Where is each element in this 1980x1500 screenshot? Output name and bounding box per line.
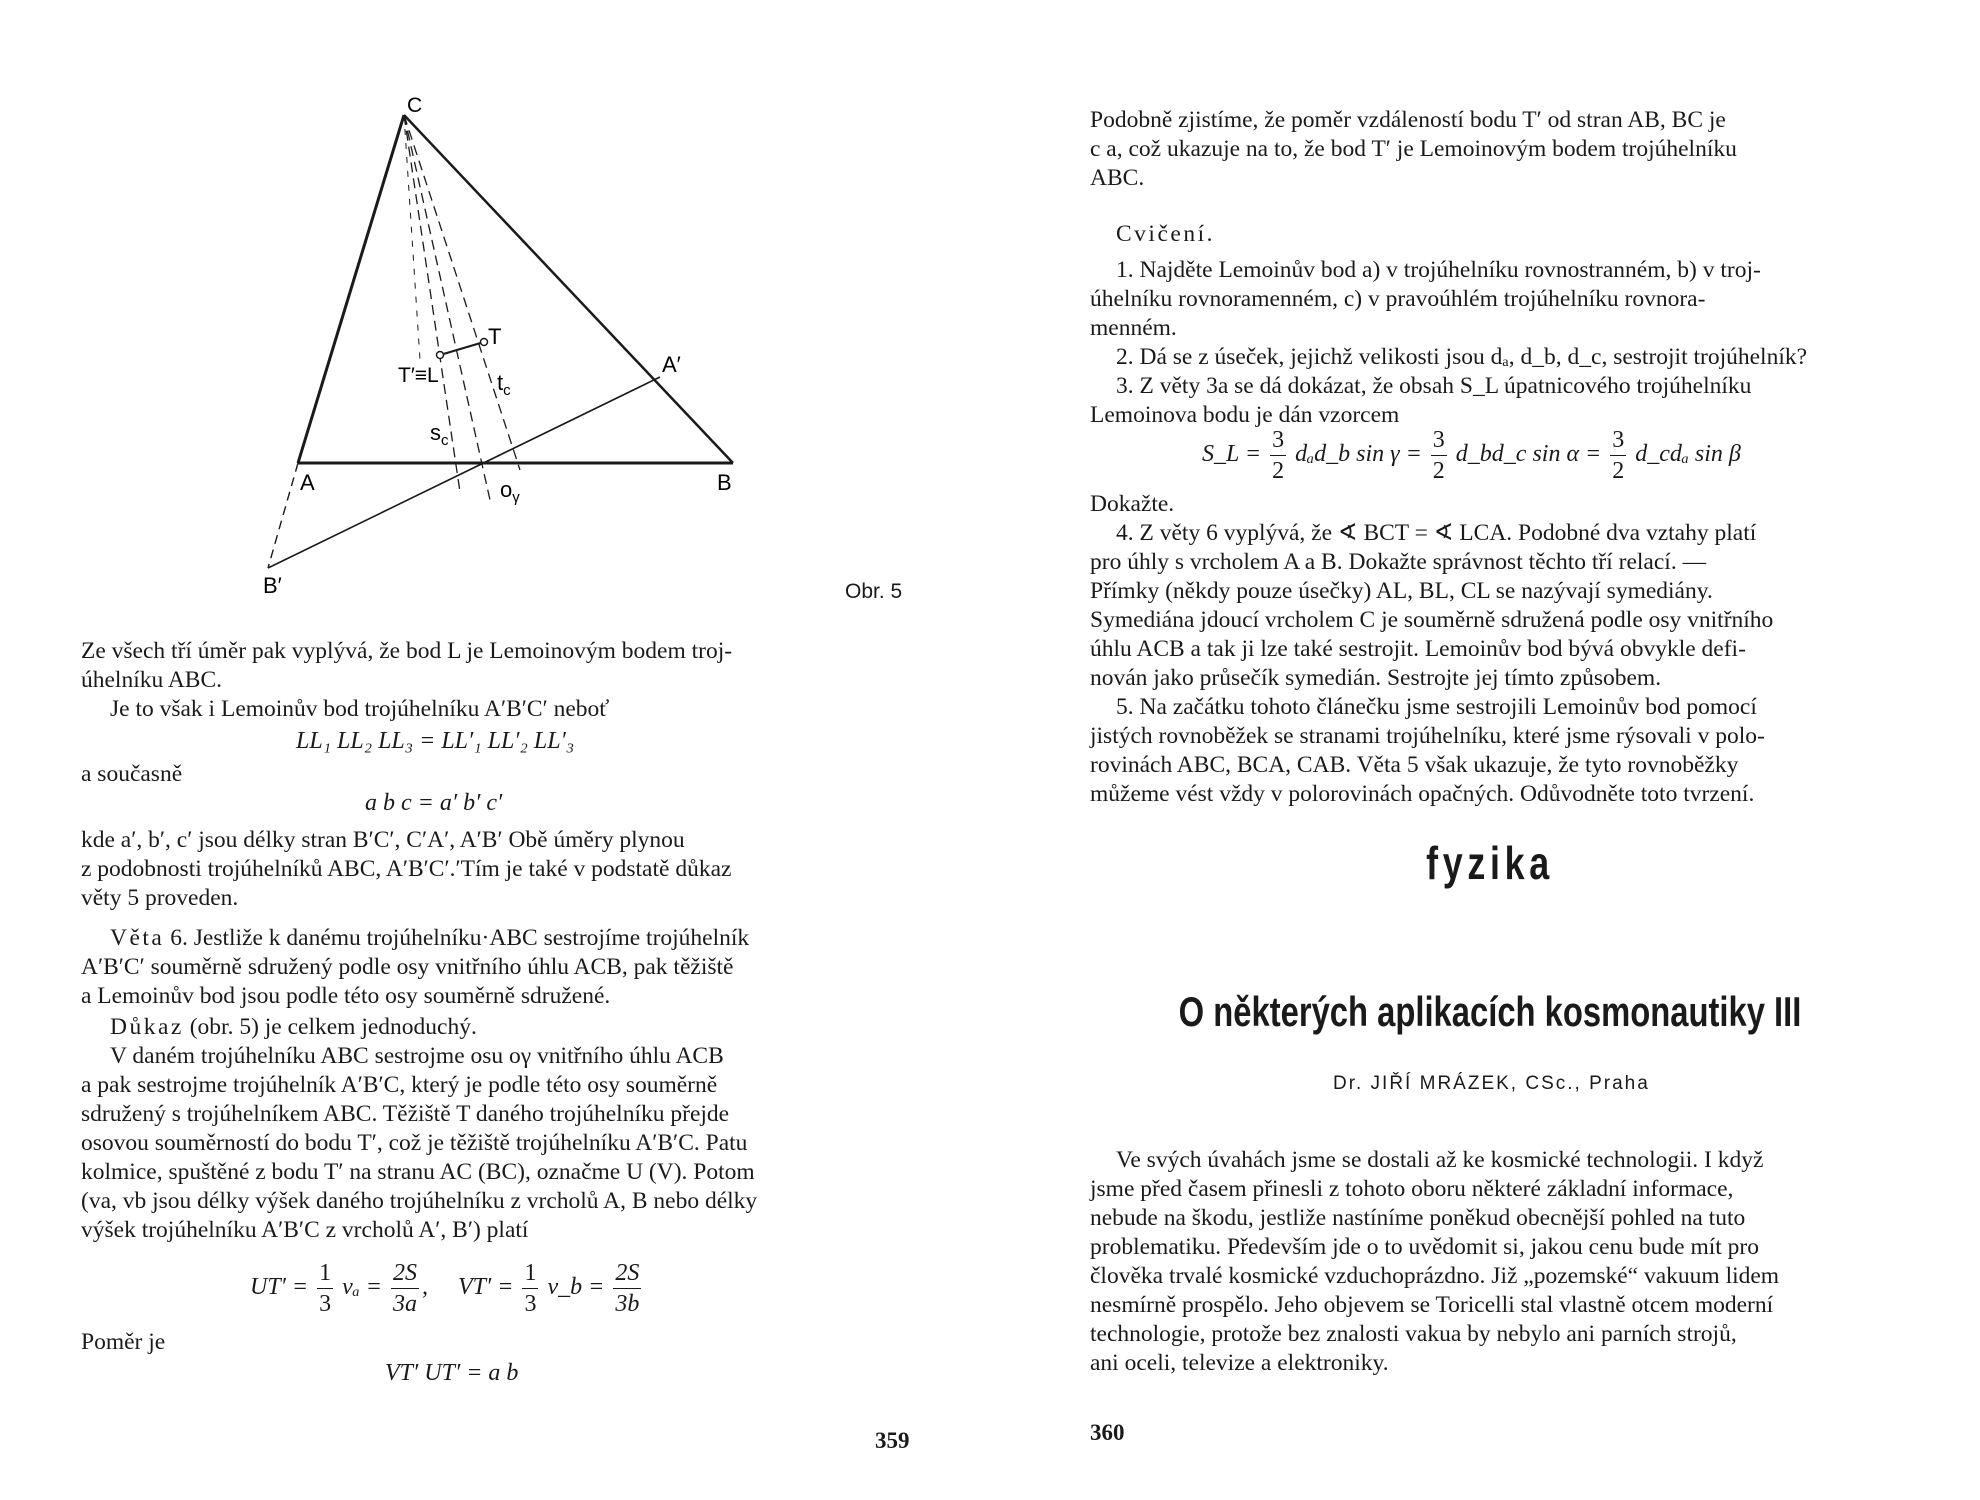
text-line: výšek trojúhelníku A′B′C z vrcholů A′, B′) platí: [81, 1217, 529, 1243]
text-line: 5. Na začátku tohoto článečku jsme sestrojili Lemoinův bod pomocí: [1116, 694, 1757, 720]
right-page: [990, 0, 1980, 1500]
text-line: Je to však i Lemoinův bod trojúhelníku A′B′C′ neboť: [110, 696, 610, 722]
section-title: fyzika: [1426, 837, 1554, 889]
theorem-label: Věta: [110, 925, 165, 951]
fraction-denominator: 3a: [393, 1291, 417, 1317]
text-line: A′B′C′ souměrně sdružený podle osy vnitřního úhlu ACB, pak těžiště: [81, 954, 734, 980]
formula-term: dₐd_b sin γ =: [1295, 441, 1422, 468]
text-line: 4. Z věty 6 vyplývá, že ∢ BCT = ∢ LCA. Podobné dva vztahy platí: [1116, 520, 1757, 546]
text-line: kolmice, spuštěné z bodu T′ na stranu AC (BC), označme U (V). Potom: [81, 1159, 755, 1185]
label-sc: $s_c$: [430, 420, 449, 449]
text-prove: [1090, 490, 1174, 519]
exercise-5: [1090, 693, 1915, 809]
formula-term: d_cdₐ sin β: [1635, 441, 1741, 468]
text-line: můžeme vést vždy v polorovinách opačných. Odůvodněte toto tvrzení.: [1090, 781, 1755, 807]
paragraph-theorem-6-cont: [81, 953, 911, 1011]
text-line: Přímky (někdy pouze úsečky) AL, BL, CL se nazývají symediány.: [1090, 578, 1713, 604]
text-line: Cvičení.: [1116, 221, 1215, 247]
fraction: [1270, 425, 1286, 486]
article-body: [1090, 1146, 1915, 1378]
fraction: [613, 1258, 641, 1319]
eq-vb: v_b =: [547, 1274, 605, 1301]
exercise-2: [1116, 343, 1916, 372]
text-line: a Lemoinův bod jsou podle této osy souměrně sdružené.: [81, 983, 611, 1009]
article-title: O některých aplikacích kosmonautiky III: [1178, 988, 1802, 1035]
proof-label: Důkaz: [110, 1014, 184, 1040]
segment-t-prime-t: [440, 342, 484, 355]
fraction-numerator: 2S: [391, 1258, 419, 1289]
formula-term: d_bd_c sin α =: [1455, 441, 1602, 468]
text-line: Lemoinova bodu je dán vzorcem: [1090, 402, 1400, 428]
text-line: menném.: [1090, 315, 1177, 341]
label-a-prime: A′: [662, 352, 681, 377]
fraction-numerator: 3: [1270, 425, 1286, 456]
fraction: [1610, 425, 1626, 486]
proof-text: (obr. 5) je celkem jednoduchý.: [183, 1014, 477, 1040]
eq-lhs-ut: UT′ =: [250, 1274, 309, 1301]
median-tc: [404, 115, 520, 470]
text-line: ABC.: [1090, 165, 1145, 191]
text-line: a pak sestrojme trojúhelník A′B′C, který je podle této osy souměrně: [81, 1072, 718, 1098]
label-b: B: [717, 470, 732, 495]
text-line: jistých rovnoběžek se stranami trojúhelníku, které jsme rýsovali v polo-: [1090, 723, 1765, 749]
article-author: Dr. JIŘÍ MRÁZEK, CSc., Praha: [1333, 1073, 1650, 1094]
text-line: technologie, protože bez znalosti vakua by nebylo ani parních strojů,: [1090, 1321, 1737, 1347]
label-tc: $t_c$: [497, 370, 511, 399]
text-line: nesmírně prospělo. Jeho objevem se Toricelli stal vlastně otcem moderní: [1090, 1292, 1774, 1318]
fraction: [1431, 425, 1447, 486]
exercises-heading: [1116, 220, 1215, 249]
text-line: nebude na škodu, jestliže nastíníme poněkud obecnější pohled na tuto: [1090, 1205, 1746, 1231]
fraction: [522, 1258, 538, 1319]
paragraph-lemoine-conclusion: [81, 637, 911, 695]
text-line: Podobně zjistíme, že poměr vzdáleností bodu T′ od stran AB, BC je: [1090, 107, 1726, 133]
fraction-denominator: 2: [1432, 458, 1445, 484]
text-line: Symediána jdoucí vrcholem C je souměrně sdružená podle osy vnitřního: [1090, 607, 1774, 633]
fraction: [317, 1258, 333, 1319]
equation-ut-vt: [250, 1258, 644, 1319]
text-line: 3. Z věty 3a se dá dokázat, že obsah S_L úpatnicového trojúhelníku: [1116, 373, 1752, 399]
label-t: T: [488, 324, 502, 349]
label-a: A: [300, 470, 315, 495]
text-line: [110, 924, 910, 953]
formula-area-sl: [1202, 425, 1741, 486]
label-o-gamma: $o_\gamma$: [500, 477, 520, 506]
fraction-numerator: 3: [1431, 425, 1447, 456]
exercise-3: [1090, 372, 1915, 430]
text-line: V daném trojúhelníku ABC sestrojme osu oγ vnitřního úhlu ACB: [110, 1043, 724, 1069]
text-line: z podobnosti trojúhelníků ABC, A′B′C′.′Tím je také v podstatě důkaz: [81, 856, 732, 882]
exercise-1: [1090, 256, 1915, 343]
eq-lhs-vt: VT′ =: [458, 1274, 514, 1301]
text-line: nován jako průsečík symedián. Sestrojte jej tímto způsobem.: [1090, 665, 1662, 691]
fraction-numerator: 2S: [613, 1258, 641, 1289]
fraction: [391, 1258, 419, 1319]
page-number-right: 360: [1090, 1420, 1125, 1445]
equation-vt-ut-ratio: VT′ UT′ = a b: [385, 1360, 519, 1386]
side-ca: [298, 115, 404, 463]
text-line: (va, vb jsou délky výšek daného trojúhelníku z vrcholů A, B nebo délky: [81, 1188, 758, 1214]
equation-ratio-sides: a b c = a′ b′ c′: [365, 790, 503, 816]
text-line: rovinách ABC, BCA, CAB. Věta 5 však ukazuje, že tyto rovnoběžky: [1090, 752, 1739, 778]
fraction-denominator: 2: [1272, 458, 1285, 484]
text-line: Ve svých úvahách jsme se dostali až ke kosmické technologii. I když: [1116, 1147, 1764, 1173]
eq-comma: ,: [422, 1274, 428, 1301]
paragraph-theorem-6: [110, 924, 910, 953]
text-line: ani oceli, televize a elektroniky.: [1090, 1350, 1389, 1376]
paragraph-also-lemoine: [110, 695, 910, 724]
fraction-numerator: 1: [317, 1258, 333, 1289]
text-line: osovou souměrností do bodu T′, což je těžiště trojúhelníku A′B′C. Patu: [81, 1130, 748, 1156]
dashed-c-b-prime: [268, 463, 298, 568]
text-line: pro úhly s vrcholem A a B. Dokažte správnost těchto tří relací. —: [1090, 549, 1707, 575]
paragraph-side-lengths: [81, 826, 911, 913]
equation-ratio-ll: LL₁ LL₂ LL₃ = LL′₁ LL′₂ LL′₃: [296, 728, 575, 754]
text-line: Ze všech tří úměr pak vyplývá, že bod L je Lemoinovým bodem troj-: [81, 638, 733, 664]
label-c: C: [407, 95, 423, 117]
text-line: Dokažte.: [1090, 491, 1175, 517]
page-number-left: 359: [875, 1428, 910, 1453]
text-line: c a, což ukazuje na to, že bod T′ je Lemoinovým bodem trojúhelníku: [1090, 136, 1737, 162]
text-ratio-is: [81, 1328, 165, 1357]
label-b-prime: B′: [263, 573, 282, 598]
point-t: [481, 339, 488, 346]
formula-lhs: S_L =: [1202, 441, 1262, 468]
point-t-prime: [437, 352, 444, 359]
text-line: člověka trvalé kosmické vzduchoprázdno. Již „pozemské“ vakuum lidem: [1090, 1263, 1780, 1289]
fraction-denominator: 2: [1612, 458, 1625, 484]
fraction-denominator: 3b: [615, 1291, 640, 1317]
triangle-figure: [250, 95, 770, 615]
paragraph-lemoine-t-prime: [1090, 106, 1915, 193]
text-line: problematiku. Především jde o to uvědomit si, jakou cenu bude mít pro: [1090, 1234, 1759, 1260]
text-line: 1. Najděte Lemoinův bod a) v trojúhelníku rovnostranném, b) v troj-: [1116, 257, 1761, 283]
exercise-4: [1090, 519, 1915, 693]
side-a-prime-b-prime: [268, 377, 660, 568]
text-line: úhlu ACB a tak ji lze také sestrojit. Lemoinův bod bývá obvykle defi-: [1090, 636, 1746, 662]
text-line: Poměr je: [81, 1329, 166, 1355]
fraction-numerator: 3: [1610, 425, 1626, 456]
paragraph-proof: [110, 1013, 910, 1042]
text-line: kde a′, b′, c′ jsou délky stran B′C′, C′A′, A′B′ Obě úměry plynou: [81, 827, 685, 853]
text-and-simultaneously: [81, 760, 182, 789]
fraction-numerator: 1: [522, 1258, 538, 1289]
figure-caption: Obr. 5: [845, 580, 903, 603]
side-cb: [404, 115, 733, 463]
theorem-text: 6. Jestliže k danému trojúhelníku·ABC sestrojíme trojúhelník: [170, 925, 750, 951]
text-line: 2. Dá se z úseček, jejichž velikosti jsou dₐ, d_b, d_c, sestrojit trojúhelník?: [1116, 344, 1808, 370]
fraction-denominator: 3: [319, 1291, 332, 1317]
text-line: věty 5 proveden.: [81, 885, 239, 911]
text-line: sdružený s trojúhelníkem ABC. Těžiště T daného trojúhelníku přejde: [81, 1101, 730, 1127]
text-line: a současně: [81, 761, 183, 787]
text-line: úhelníku rovnoramenném, c) v pravoúhlém trojúhelníku rovnora-: [1090, 286, 1706, 312]
paragraph-construction: [81, 1042, 911, 1245]
fraction-denominator: 3: [524, 1291, 537, 1317]
text-line: jsme před časem přinesli z tohoto oboru některé základní informace,: [1090, 1176, 1734, 1202]
text-line: [110, 1013, 910, 1042]
label-t-prime-l: T′≡L: [398, 364, 439, 387]
eq-va: vₐ =: [342, 1274, 382, 1301]
text-line: úhelníku ABC.: [81, 667, 223, 693]
